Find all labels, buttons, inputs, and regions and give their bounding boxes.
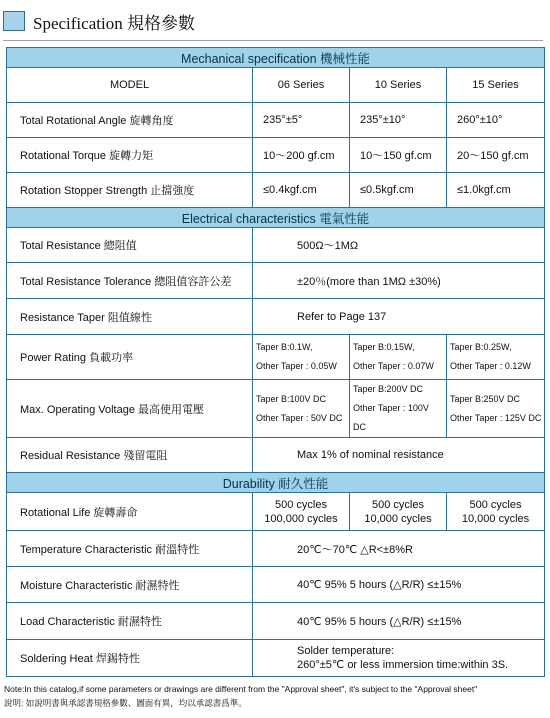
soldering-row [7, 640, 545, 677]
temperature-row [7, 531, 545, 567]
soldering-line-2: 260°±5℃ or less immersion time:within 3S. [297, 659, 509, 671]
moisture-row [7, 567, 545, 603]
durability-header: Durability 耐久性能 [7, 473, 545, 493]
header-divider [3, 40, 543, 41]
electrical-header-row [7, 208, 545, 228]
stopper-strength-row [7, 173, 545, 208]
voltage-other-06: Other Taper : 50V DC [256, 412, 343, 423]
soldering-label: Soldering Heat 焊錫特性 [7, 640, 253, 677]
voltage-taper-b-15: Taper B:250V DC [450, 393, 521, 404]
stopper-strength-label: Rotation Stopper Strength 止擋強度 [7, 173, 253, 208]
power-other-10: Other Taper : 0.07W [353, 361, 434, 371]
stopper-strength-06: ≤0.4kgf.cm [253, 173, 350, 208]
operating-voltage-10 [350, 380, 447, 438]
residual-resistance-label: Residual Resistance 殘留電阻 [7, 438, 253, 473]
load-value: 40℃ 95% 5 hours (△R/R) ≤±15% [253, 603, 545, 640]
power-taper-b-15: Taper B:0.25W, [450, 342, 512, 352]
rotational-life-15 [447, 493, 545, 531]
electrical-header: Electrical characteristics 電氣性能 [7, 208, 545, 228]
rotational-torque-row [7, 138, 545, 173]
tolerance-label: Total Resistance Tolerance 總阻值容許公差 [7, 263, 253, 299]
load-label: Load Characteristic 耐濕特性 [7, 603, 253, 640]
rotational-torque-label: Rotational Torque 旋轉力矩 [7, 138, 253, 173]
tolerance-row [7, 263, 545, 299]
durability-header-row [7, 473, 545, 493]
power-taper-b-06: Taper B:0.1W, [256, 342, 313, 352]
spec-table [6, 47, 545, 677]
rotational-angle-15: 260°±10° [447, 103, 545, 138]
tolerance-value: ±20％(more than 1MΩ ±30%) [253, 263, 545, 299]
power-taper-b-10: Taper B:0.15W, [353, 342, 415, 352]
temperature-value: 20℃～70℃ △R<±8%R [253, 531, 545, 567]
life-total-15: 10,000 cycles [461, 512, 530, 525]
power-rating-06 [253, 335, 350, 380]
series-10: 10 Series [350, 68, 447, 103]
operating-voltage-15 [447, 380, 545, 438]
model-label: MODEL [7, 68, 253, 103]
rotational-life-06 [253, 493, 350, 531]
resistance-taper-value: Refer to Page 137 [253, 299, 545, 335]
voltage-taper-b-06: Taper B:100V DC [256, 393, 327, 404]
total-resistance-row [7, 228, 545, 263]
operating-voltage-06 [253, 380, 350, 438]
series-06: 06 Series [253, 68, 350, 103]
residual-resistance-value: Max 1% of nominal resistance [253, 438, 545, 473]
life-cycles-10: 500 cycles [372, 498, 424, 511]
note-chinese: 說明: 如說明書與承認書規格參數、圖面有異，均以承認書爲準。 [4, 698, 247, 708]
soldering-value [253, 640, 545, 677]
moisture-label: Moisture Characteristic 耐濕特性 [7, 567, 253, 603]
rotational-angle-10: 235°±10° [350, 103, 447, 138]
rotational-torque-06: 10～200 gf.cm [253, 138, 350, 173]
load-row [7, 603, 545, 640]
total-resistance-value: 500Ω～1MΩ [253, 228, 545, 263]
series-15: 15 Series [447, 68, 545, 103]
soldering-line-1: Solder temperature: [297, 645, 395, 657]
voltage-taper-b-10: Taper B:200V DC [353, 384, 424, 394]
power-other-15: Other Taper : 0.12W [450, 361, 531, 371]
resistance-taper-row [7, 299, 545, 335]
total-resistance-label: Total Resistance 總阻值 [7, 228, 253, 263]
page-title: Specification 規格參數 [33, 13, 195, 33]
note-english: Note:In this catalog,if some parameters or drawings are different from the "Approval sheet", it's subject to the "Approval sheet" [4, 684, 478, 694]
rotational-life-10 [350, 493, 447, 531]
rotational-angle-label: Total Rotational Angle 旋轉角度 [7, 103, 253, 138]
voltage-other-15: Other Taper : 125V DC [450, 412, 542, 423]
residual-resistance-row [7, 438, 545, 473]
rotational-life-row [7, 493, 545, 531]
stopper-strength-15: ≤1.0kgf.cm [447, 173, 545, 208]
mechanical-header: Mechanical specification 機械性能 [7, 48, 545, 68]
rotational-angle-06: 235°±5° [253, 103, 350, 138]
rotational-torque-10: 10～150 gf.cm [350, 138, 447, 173]
resistance-taper-label: Resistance Taper 阻值線性 [7, 299, 253, 335]
voltage-other-10: Other Taper : 100V DC [353, 403, 429, 432]
power-other-06: Other Taper : 0.05W [256, 361, 337, 371]
life-total-10: 10,000 cycles [364, 512, 432, 525]
power-rating-row [7, 335, 545, 380]
moisture-value: 40℃ 95% 5 hours (△R/R) ≤±15% [253, 567, 545, 603]
temperature-label: Temperature Characteristic 耐溫特性 [7, 531, 253, 567]
operating-voltage-label: Max. Operating Voltage 最高使用電壓 [7, 380, 253, 438]
rotational-torque-15: 20～150 gf.cm [447, 138, 545, 173]
power-rating-label: Power Rating 負載功率 [7, 335, 253, 380]
rotational-angle-row [7, 103, 545, 138]
power-rating-15 [447, 335, 545, 380]
power-rating-10 [350, 335, 447, 380]
life-cycles-06: 500 cycles [275, 498, 327, 511]
title-square-icon [3, 11, 25, 31]
life-total-06: 100,000 cycles [264, 512, 338, 525]
operating-voltage-row [7, 380, 545, 438]
mechanical-header-row [7, 48, 545, 68]
model-row [7, 68, 545, 103]
rotational-life-label: Rotational Life 旋轉壽命 [7, 493, 253, 531]
stopper-strength-10: ≤0.5kgf.cm [350, 173, 447, 208]
page-header [3, 8, 195, 34]
life-cycles-15: 500 cycles [469, 498, 522, 511]
